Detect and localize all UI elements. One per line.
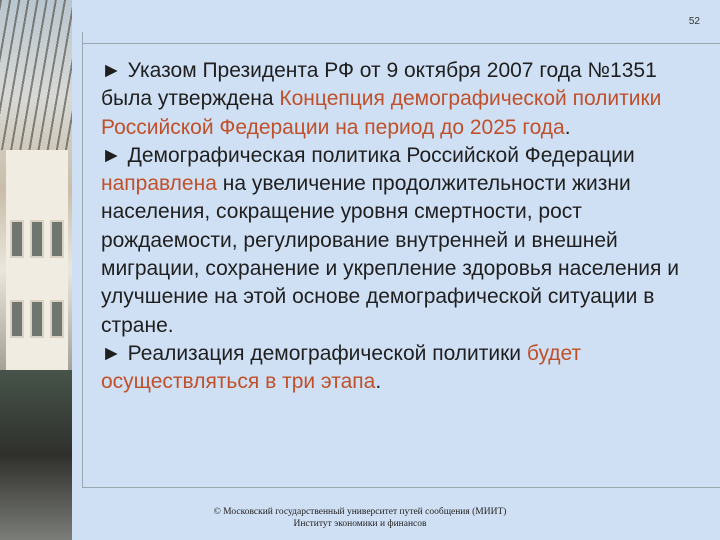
divider-top xyxy=(82,43,720,44)
text: . xyxy=(564,115,571,139)
text: Реализация демографической политики xyxy=(121,341,527,365)
bullet-icon: ► xyxy=(101,59,122,82)
building-facade xyxy=(6,150,68,370)
bullet-icon: ► xyxy=(101,143,122,167)
text: . xyxy=(375,370,382,394)
footer-copyright: © Московский государственный университет путей сообщения (МИИТ) xyxy=(213,507,507,517)
footer xyxy=(150,506,570,530)
slide-content xyxy=(101,57,701,397)
paragraph-policy xyxy=(101,142,701,340)
text: на увеличение продолжительности жизни населения, сокращение уровня смертности, рост рождаемости, регулирование внутренней и внешней миграции, сохранение и укрепление здоровья населения и улучшение на этой основе демографической ситуации в стране. xyxy=(101,172,679,337)
divider-bottom xyxy=(82,487,720,488)
slide-number: 52 xyxy=(688,16,700,27)
paragraph-implementation xyxy=(101,340,701,397)
bullet-icon: ► xyxy=(101,341,122,365)
text: Указом Президента РФ от 9 октября 2007 года №1351 была утверждена xyxy=(101,59,657,111)
paragraph-decree xyxy=(101,57,701,142)
footer-institute: Институт экономики и финансов xyxy=(293,519,427,529)
building-photo xyxy=(0,0,72,540)
trees-image xyxy=(0,0,72,150)
highlight-directed: направлена xyxy=(101,172,217,196)
divider-vertical xyxy=(82,32,83,488)
street-image xyxy=(0,370,72,540)
highlight-stages: будет осуществляться в три этапа xyxy=(101,341,582,394)
text: Демографическая политика Российской Федерации xyxy=(121,143,635,167)
highlight-concept: Концепция демографической политики Российской Федерации на период до 2025 года xyxy=(101,87,662,139)
